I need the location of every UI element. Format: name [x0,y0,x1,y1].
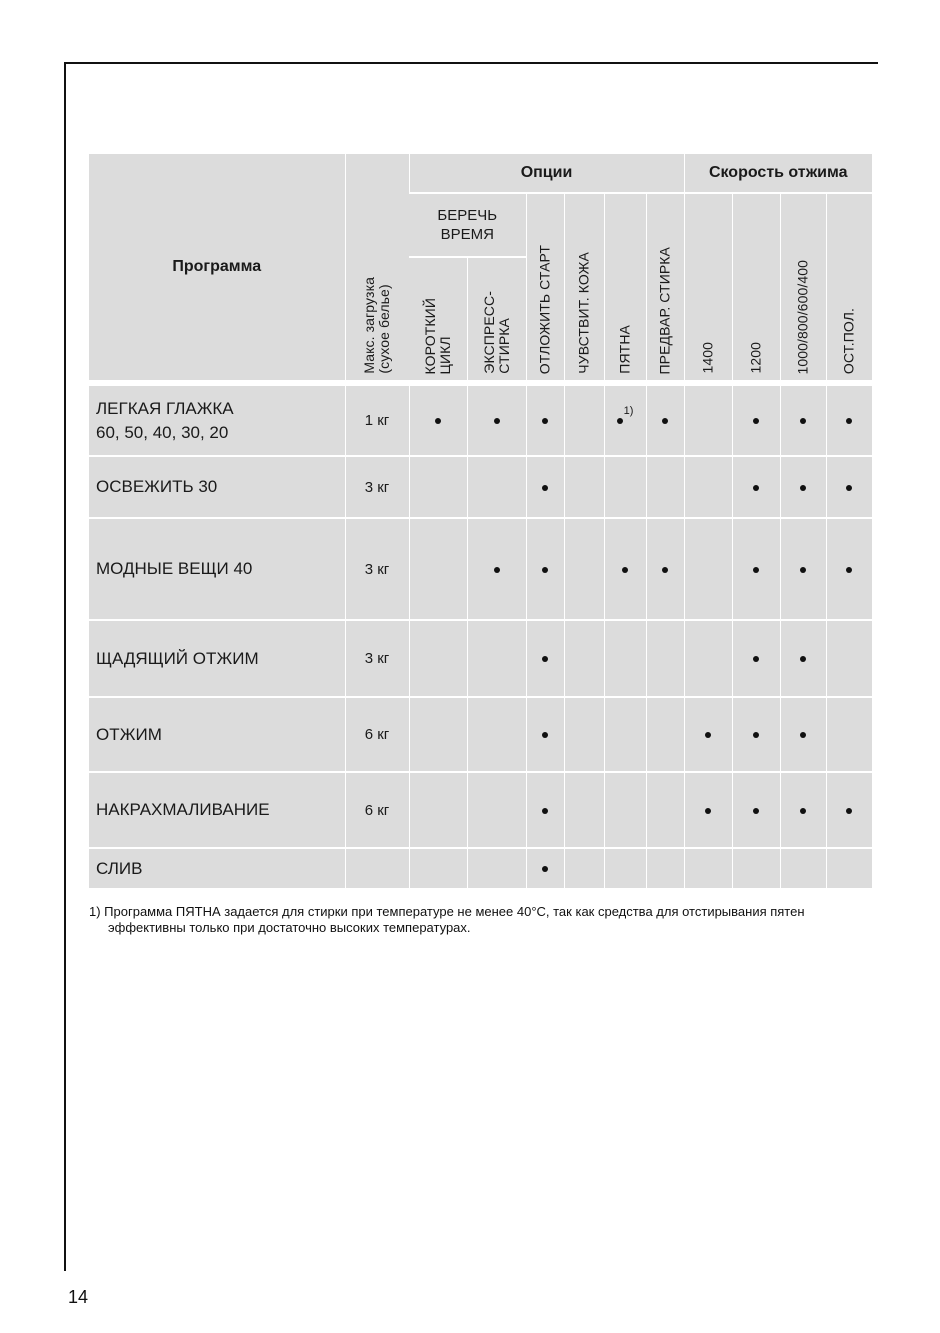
spin-1200-cell [732,848,780,889]
table-row [89,518,872,620]
page-number: 14 [68,1287,89,1307]
spin-1400-cell [684,697,732,772]
rinse-hold-cell [826,456,872,518]
check-dot-icon [622,567,628,573]
sensitive-skin-cell [564,697,604,772]
stains-cell [604,848,646,889]
prewash-cell [646,772,684,848]
spin-multi-cell [780,697,826,772]
max-load-value: 3 кг [345,620,409,697]
check-dot-icon [753,656,759,662]
table-row [89,620,872,697]
express-header-text: ЭКСПРЕСС- СТИРКА [480,291,512,374]
sensitive-skin-header-text: ЧУВСТВИТ. КОЖА [575,252,592,374]
prewash-cell [646,456,684,518]
stains-cell [604,620,646,697]
table-row [89,772,872,848]
spin-1400-cell [684,518,732,620]
spin-multi-cell [780,383,826,456]
check-dot-icon [753,485,759,491]
save-time-line2: ВРЕМЯ [440,226,494,243]
save-time-line1: БЕРЕЧЬ [437,207,498,224]
prewash-cell [646,697,684,772]
spin-1200-cell [732,697,780,772]
table-row [89,456,872,518]
program-name: ЩАДЯЩИЙ ОТЖИМ [89,620,345,697]
footnote [89,904,879,936]
delay-start-cell [526,383,564,456]
check-dot-icon [846,485,852,491]
prewash-cell [646,383,684,456]
spin-1200-cell [732,383,780,456]
check-dot-icon [705,808,711,814]
express-cell [467,518,526,620]
check-dot-icon [542,732,548,738]
program-name: СЛИВ [89,848,345,889]
check-dot-icon [494,567,500,573]
sensitive-skin-cell [564,620,604,697]
max-load-value: 1 кг [345,383,409,456]
program-name: ОТЖИМ [89,697,345,772]
check-dot-icon [800,418,806,424]
sensitive-skin-cell [564,383,604,456]
spin-1200-cell [732,620,780,697]
spin-multi-cell [780,518,826,620]
program-name [89,383,345,456]
spin-1400-header-text: 1400 [699,342,716,374]
check-dot-icon [494,418,500,424]
top-rule [64,62,878,64]
max-load-header-text: Макс. загрузка (сухое белье) [361,277,392,374]
program-options-table [89,154,872,890]
rinse-hold-cell [826,620,872,697]
check-dot-icon [800,808,806,814]
check-dot-icon [542,808,548,814]
check-dot-icon [800,567,806,573]
sensitive-skin-cell [564,848,604,889]
program-name-line2: 60, 50, 40, 30, 20 [96,422,229,442]
short-cycle-header-text: КОРОТКИЙ ЦИКЛ [421,297,453,374]
spin-1400-cell [684,620,732,697]
short-cycle-cell [409,848,467,889]
spin-1200-cell [732,456,780,518]
max-load-value: 3 кг [345,456,409,518]
table-row [89,383,872,456]
sensitive-skin-cell [564,518,604,620]
short-cycle-cell [409,383,467,456]
rinse-hold-cell [826,848,872,889]
check-dot-icon [753,567,759,573]
table-row [89,697,872,772]
max-load-value [345,848,409,889]
short-cycle-cell [409,518,467,620]
rinse-hold-cell [826,383,872,456]
table-row [89,848,872,889]
check-dot-icon [617,418,623,424]
stains-header-text: ПЯТНА [616,325,633,374]
prewash-header-text: ПРЕДВАР. СТИРКА [656,246,673,374]
spin-1200-cell [732,772,780,848]
rinse-hold-cell [826,772,872,848]
left-rule [64,62,66,1271]
express-cell [467,848,526,889]
save-time-header [409,193,526,257]
express-cell [467,620,526,697]
spin-multi-cell [780,456,826,518]
spin-1400-header [684,193,732,383]
delay-start-cell [526,620,564,697]
check-dot-icon [753,732,759,738]
check-dot-icon [846,418,852,424]
delay-start-header [526,193,564,383]
stains-cell [604,456,646,518]
check-dot-icon [542,485,548,491]
check-dot-icon [542,418,548,424]
spin-multi-cell [780,848,826,889]
check-dot-icon [662,567,668,573]
delay-start-cell [526,518,564,620]
spin-multi-cell [780,772,826,848]
delay-start-cell [526,848,564,889]
spin-1400-cell [684,772,732,848]
spin-1400-cell [684,848,732,889]
program-name: НАКРАХМАЛИВАНИЕ [89,772,345,848]
sensitive-skin-header [564,193,604,383]
check-dot-icon [753,808,759,814]
max-load-value: 3 кг [345,518,409,620]
spin-multi-header [780,193,826,383]
spin-multi-header-text: 1000/800/600/400 [794,259,811,374]
sensitive-skin-cell [564,456,604,518]
options-group-header: Опции [409,154,684,193]
check-dot-icon [542,866,548,872]
rinse-hold-header-text: ОСТ.ПОЛ. [840,307,857,374]
delay-start-cell [526,772,564,848]
check-dot-icon [435,418,441,424]
spin-1200-header [732,193,780,383]
spin-multi-cell [780,620,826,697]
delay-start-header-text: ОТЛОЖИТЬ СТАРТ [536,244,553,374]
program-name: МОДНЫЕ ВЕЩИ 40 [89,518,345,620]
stains-cell [604,383,646,456]
stains-cell [604,697,646,772]
check-dot-icon [800,732,806,738]
short-cycle-header [409,257,467,383]
express-cell [467,456,526,518]
check-dot-icon [800,485,806,491]
prewash-header [646,193,684,383]
check-dot-icon [753,418,759,424]
program-header: Программа [89,154,345,383]
short-cycle-cell [409,456,467,518]
check-dot-icon [846,808,852,814]
rinse-hold-header [826,193,872,383]
delay-start-cell [526,456,564,518]
max-load-value: 6 кг [345,772,409,848]
footnote-marker: 1) [623,404,634,417]
stains-cell [604,518,646,620]
spin-1200-header-text: 1200 [747,342,764,374]
check-dot-icon [542,567,548,573]
spin-1400-cell [684,383,732,456]
stains-header [604,193,646,383]
express-cell [467,383,526,456]
spin-1400-cell [684,456,732,518]
check-dot-icon [542,656,548,662]
short-cycle-cell [409,772,467,848]
program-name: ОСВЕЖИТЬ 30 [89,456,345,518]
express-cell [467,697,526,772]
rinse-hold-cell [826,518,872,620]
spin-group-header: Скорость отжима [684,154,872,193]
stains-cell [604,772,646,848]
prewash-cell [646,620,684,697]
prewash-cell [646,518,684,620]
rinse-hold-cell [826,697,872,772]
express-header [467,257,526,383]
express-cell [467,772,526,848]
program-name-line1: ЛЕГКАЯ ГЛАЖКА [96,398,234,418]
prewash-cell [646,848,684,889]
check-dot-icon [705,732,711,738]
max-load-header [345,154,409,383]
check-dot-icon [662,418,668,424]
sensitive-skin-cell [564,772,604,848]
delay-start-cell [526,697,564,772]
max-load-value: 6 кг [345,697,409,772]
check-dot-icon [800,656,806,662]
spin-1200-cell [732,518,780,620]
short-cycle-cell [409,620,467,697]
short-cycle-cell [409,697,467,772]
check-dot-icon [846,567,852,573]
footnote-text: 1) Программа ПЯТНА задается для стирки при температуре не менее 40°C, так как средства для отстирывания пятен эффективны только при достаточно высоких температурах. [89,904,805,935]
